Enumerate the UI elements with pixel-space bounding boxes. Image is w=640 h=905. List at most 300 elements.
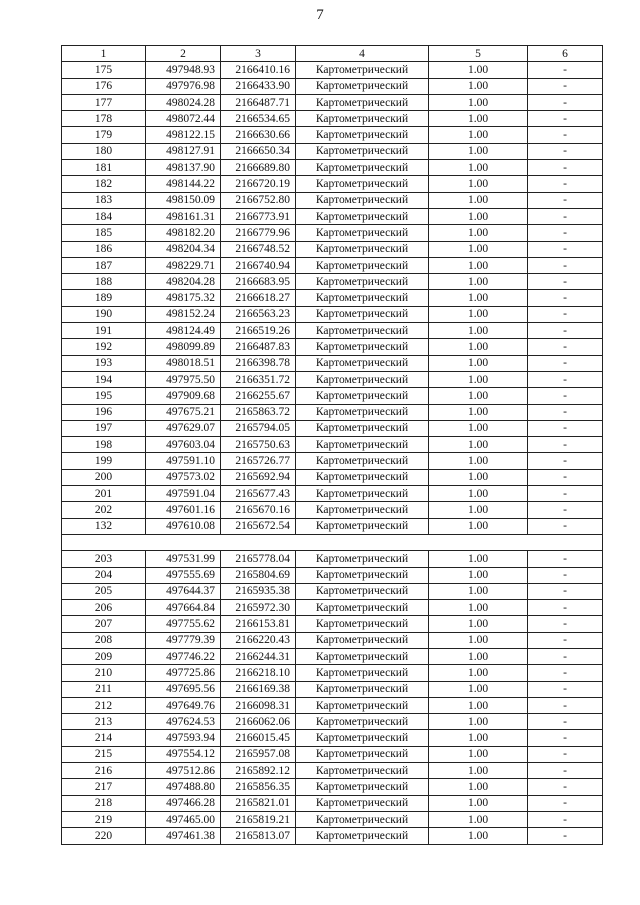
table-row	[62, 795, 603, 811]
table-cell: Картометрический	[296, 486, 429, 502]
table-cell: 1.00	[429, 746, 528, 762]
table-cell: -	[528, 371, 603, 387]
table-cell: Картометрический	[296, 208, 429, 224]
table-cell: 497573.02	[146, 469, 221, 485]
table-cell: -	[528, 583, 603, 599]
table-cell: -	[528, 127, 603, 143]
table-cell: Картометрический	[296, 795, 429, 811]
table-cell: 1.00	[429, 208, 528, 224]
table-row	[62, 502, 603, 518]
table-cell: -	[528, 306, 603, 322]
table-cell: 2166169.38	[221, 681, 296, 697]
table-cell: -	[528, 746, 603, 762]
table-cell: -	[528, 78, 603, 94]
table-cell: 2165935.38	[221, 583, 296, 599]
table-cell: 209	[62, 648, 146, 664]
table-cell: 216	[62, 763, 146, 779]
table-cell: 185	[62, 225, 146, 241]
table-cell: 1.00	[429, 502, 528, 518]
table-row	[62, 518, 603, 534]
table-cell: 176	[62, 78, 146, 94]
table-cell: 204	[62, 567, 146, 583]
table-cell: 2166519.26	[221, 323, 296, 339]
table-cell: 182	[62, 176, 146, 192]
table-cell: 2166534.65	[221, 111, 296, 127]
table-cell: 2166563.23	[221, 306, 296, 322]
table-cell: 1.00	[429, 160, 528, 176]
table-cell: Картометрический	[296, 111, 429, 127]
table-cell: Картометрический	[296, 551, 429, 567]
table-cell: 2166720.19	[221, 176, 296, 192]
table-cell: 497976.98	[146, 78, 221, 94]
table-row	[62, 257, 603, 273]
table-cell: -	[528, 600, 603, 616]
table-cell: 497591.10	[146, 453, 221, 469]
table-cell: 1.00	[429, 763, 528, 779]
table-cell: Картометрический	[296, 176, 429, 192]
table-cell: -	[528, 437, 603, 453]
table-row	[62, 371, 603, 387]
table-row	[62, 697, 603, 713]
table-cell: -	[528, 697, 603, 713]
table-cell: -	[528, 469, 603, 485]
table-cell: 2166410.16	[221, 62, 296, 78]
table-cell: Картометрический	[296, 502, 429, 518]
table-cell: 497755.62	[146, 616, 221, 632]
table-cell: Картометрический	[296, 241, 429, 257]
table-cell: 1.00	[429, 420, 528, 436]
table-row	[62, 111, 603, 127]
table-cell: 1.00	[429, 94, 528, 110]
table-row	[62, 779, 603, 795]
table-cell: 498229.71	[146, 257, 221, 273]
table-cell: 497512.86	[146, 763, 221, 779]
table-row	[62, 420, 603, 436]
table-cell: 186	[62, 241, 146, 257]
table-cell: 1.00	[429, 795, 528, 811]
table-cell: -	[528, 274, 603, 290]
table-cell: Картометрический	[296, 437, 429, 453]
table-cell: 498127.91	[146, 143, 221, 159]
table-cell: 2166618.27	[221, 290, 296, 306]
table-cell: Картометрический	[296, 779, 429, 795]
table-cell: 183	[62, 192, 146, 208]
table-cell: -	[528, 225, 603, 241]
table-cell: 497664.84	[146, 600, 221, 616]
table-cell: 1.00	[429, 241, 528, 257]
table-cell: 1.00	[429, 453, 528, 469]
table-cell: 2166098.31	[221, 697, 296, 713]
table-cell: 497603.04	[146, 437, 221, 453]
table-cell: 195	[62, 388, 146, 404]
table-cell: 1.00	[429, 192, 528, 208]
table-cell: Картометрический	[296, 714, 429, 730]
table-cell: 198	[62, 437, 146, 453]
table-cell: 1.00	[429, 828, 528, 844]
table-cell: 1.00	[429, 62, 528, 78]
table-row	[62, 241, 603, 257]
table-cell: 1.00	[429, 714, 528, 730]
table-cell: 2166748.52	[221, 241, 296, 257]
table-cell: 498161.31	[146, 208, 221, 224]
table-cell: Картометрический	[296, 648, 429, 664]
table-cell: Картометрический	[296, 583, 429, 599]
table-cell: -	[528, 404, 603, 420]
table-cell: Картометрический	[296, 274, 429, 290]
table-cell: 497610.08	[146, 518, 221, 534]
table-cell: 497461.38	[146, 828, 221, 844]
table-cell: 197	[62, 420, 146, 436]
table-cell: 179	[62, 127, 146, 143]
table-cell: 497466.28	[146, 795, 221, 811]
table-cell: 497644.37	[146, 583, 221, 599]
table-cell: 497675.21	[146, 404, 221, 420]
table-cell: 2166433.90	[221, 78, 296, 94]
table-row	[62, 94, 603, 110]
table-cell: -	[528, 208, 603, 224]
table-cell: Картометрический	[296, 371, 429, 387]
table-cell: 212	[62, 697, 146, 713]
table-cell: 132	[62, 518, 146, 534]
table-row	[62, 763, 603, 779]
table-cell: 1.00	[429, 127, 528, 143]
table-cell: Картометрический	[296, 143, 429, 159]
table-cell: 2166689.80	[221, 160, 296, 176]
table-row	[62, 811, 603, 827]
table-cell: 190	[62, 306, 146, 322]
table-cell: 203	[62, 551, 146, 567]
table-row	[62, 339, 603, 355]
table-cell: 192	[62, 339, 146, 355]
table-cell: -	[528, 160, 603, 176]
table-cell: 2166630.66	[221, 127, 296, 143]
table-cell: 498137.90	[146, 160, 221, 176]
table-cell: 498175.32	[146, 290, 221, 306]
table-cell: 2165892.12	[221, 763, 296, 779]
table-cell: Картометрический	[296, 306, 429, 322]
table-cell: 2165957.08	[221, 746, 296, 762]
table-cell: 2165677.43	[221, 486, 296, 502]
table-cell: 497601.16	[146, 502, 221, 518]
table-cell: 2166487.71	[221, 94, 296, 110]
table-row	[62, 290, 603, 306]
table-row	[62, 62, 603, 78]
table-cell: 218	[62, 795, 146, 811]
table-cell: 187	[62, 257, 146, 273]
table-row	[62, 176, 603, 192]
table-cell: Картометрический	[296, 632, 429, 648]
table-cell: 1.00	[429, 111, 528, 127]
table-cell: 1.00	[429, 697, 528, 713]
table-cell: 498024.28	[146, 94, 221, 110]
table-cell: 497488.80	[146, 779, 221, 795]
table-cell: -	[528, 811, 603, 827]
table-cell: 1.00	[429, 339, 528, 355]
table-cell: 1.00	[429, 290, 528, 306]
table-cell: 497746.22	[146, 648, 221, 664]
table-cell: 2165672.54	[221, 518, 296, 534]
table-cell: 220	[62, 828, 146, 844]
table-cell: Картометрический	[296, 616, 429, 632]
table-cell: 202	[62, 502, 146, 518]
table-row	[62, 404, 603, 420]
table-cell: -	[528, 241, 603, 257]
table-cell: 498204.28	[146, 274, 221, 290]
table-cell: 193	[62, 355, 146, 371]
table-cell: 498152.24	[146, 306, 221, 322]
table-cell: 498204.34	[146, 241, 221, 257]
table-cell: 1.00	[429, 404, 528, 420]
table-cell: -	[528, 94, 603, 110]
table-cell: 2166015.45	[221, 730, 296, 746]
table-cell: -	[528, 632, 603, 648]
table-cell: Картометрический	[296, 681, 429, 697]
table-cell: 2166062.06	[221, 714, 296, 730]
table-cell: -	[528, 453, 603, 469]
table-cell: 498150.09	[146, 192, 221, 208]
table-row	[62, 714, 603, 730]
table-cell: 497629.07	[146, 420, 221, 436]
table-cell: Картометрический	[296, 518, 429, 534]
table-cell: 200	[62, 469, 146, 485]
table-cell: Картометрический	[296, 225, 429, 241]
table-row	[62, 583, 603, 599]
table-cell: 1.00	[429, 665, 528, 681]
table-cell: 497725.86	[146, 665, 221, 681]
table-cell: 1.00	[429, 551, 528, 567]
table-cell: 2165794.05	[221, 420, 296, 436]
table-cell: -	[528, 388, 603, 404]
table-row	[62, 665, 603, 681]
table-cell: Картометрический	[296, 746, 429, 762]
table-cell: 1.00	[429, 681, 528, 697]
table-cell: 1.00	[429, 632, 528, 648]
column-header: 6	[528, 46, 603, 62]
table-cell: 180	[62, 143, 146, 159]
table-cell: 2166244.31	[221, 648, 296, 664]
table-cell: 497649.76	[146, 697, 221, 713]
table-cell: 199	[62, 453, 146, 469]
table-cell: 2165813.07	[221, 828, 296, 844]
table-cell: 497948.93	[146, 62, 221, 78]
table-cell: 1.00	[429, 225, 528, 241]
table-cell: -	[528, 486, 603, 502]
table-cell: 2166220.43	[221, 632, 296, 648]
table-cell: 1.00	[429, 437, 528, 453]
table-cell: 1.00	[429, 388, 528, 404]
table-cell: 2165670.16	[221, 502, 296, 518]
table-row	[62, 127, 603, 143]
table-cell: Картометрический	[296, 811, 429, 827]
table-cell: Картометрический	[296, 127, 429, 143]
table-cell: 184	[62, 208, 146, 224]
table-cell: 2166398.78	[221, 355, 296, 371]
table-row	[62, 143, 603, 159]
table-cell: -	[528, 681, 603, 697]
table-cell: 498122.15	[146, 127, 221, 143]
table-cell: 2165972.30	[221, 600, 296, 616]
table-cell: 175	[62, 62, 146, 78]
table-row	[62, 323, 603, 339]
table-cell: 1.00	[429, 371, 528, 387]
table-cell: 205	[62, 583, 146, 599]
table-cell: 178	[62, 111, 146, 127]
table-cell: 1.00	[429, 486, 528, 502]
table-row	[62, 388, 603, 404]
table-cell: 189	[62, 290, 146, 306]
table-cell: Картометрический	[296, 420, 429, 436]
table-cell: 196	[62, 404, 146, 420]
table-row	[62, 616, 603, 632]
table-cell: 2166153.81	[221, 616, 296, 632]
table-row	[62, 160, 603, 176]
table-cell: -	[528, 828, 603, 844]
table-row	[62, 192, 603, 208]
table-cell: -	[528, 323, 603, 339]
table-cell: 2166255.67	[221, 388, 296, 404]
table-cell: 497909.68	[146, 388, 221, 404]
table-cell: Картометрический	[296, 697, 429, 713]
table-cell: 498072.44	[146, 111, 221, 127]
table-cell: 1.00	[429, 257, 528, 273]
table-cell: 1.00	[429, 616, 528, 632]
coordinates-table	[61, 45, 603, 845]
separator-cell	[62, 534, 603, 550]
table-cell: 177	[62, 94, 146, 110]
table-cell: -	[528, 567, 603, 583]
table-cell: 217	[62, 779, 146, 795]
table-row	[62, 632, 603, 648]
table-body	[62, 62, 603, 844]
table-cell: Картометрический	[296, 62, 429, 78]
table-row	[62, 746, 603, 762]
table-cell: Картометрический	[296, 567, 429, 583]
table-cell: -	[528, 665, 603, 681]
table-row	[62, 681, 603, 697]
table-cell: 1.00	[429, 78, 528, 94]
table-cell: 498182.20	[146, 225, 221, 241]
table-cell: -	[528, 420, 603, 436]
table-cell: 2166218.10	[221, 665, 296, 681]
table-cell: -	[528, 779, 603, 795]
table-cell: Картометрический	[296, 600, 429, 616]
table-cell: 497555.69	[146, 567, 221, 583]
table-cell: -	[528, 257, 603, 273]
table-cell: 214	[62, 730, 146, 746]
table-cell: -	[528, 795, 603, 811]
table-cell: -	[528, 648, 603, 664]
separator-row	[62, 534, 603, 550]
table-cell: 497975.50	[146, 371, 221, 387]
table-cell: -	[528, 551, 603, 567]
column-header: 3	[221, 46, 296, 62]
table-cell: 208	[62, 632, 146, 648]
page-number: 7	[316, 7, 324, 23]
table-cell: Картометрический	[296, 94, 429, 110]
table-row	[62, 551, 603, 567]
table-cell: 2165804.69	[221, 567, 296, 583]
table-row	[62, 828, 603, 844]
table-cell: 1.00	[429, 518, 528, 534]
table-cell: Картометрический	[296, 323, 429, 339]
table-row	[62, 567, 603, 583]
table-cell: 2165692.94	[221, 469, 296, 485]
table-cell: Картометрический	[296, 828, 429, 844]
table-cell: Картометрический	[296, 355, 429, 371]
table-cell: 498018.51	[146, 355, 221, 371]
table-cell: 1.00	[429, 469, 528, 485]
table-cell: 194	[62, 371, 146, 387]
table-cell: -	[528, 763, 603, 779]
table-row	[62, 469, 603, 485]
table-cell: 497531.99	[146, 551, 221, 567]
table-row	[62, 730, 603, 746]
column-header: 5	[429, 46, 528, 62]
table-cell: 2166683.95	[221, 274, 296, 290]
table-cell: Картометрический	[296, 730, 429, 746]
table-row	[62, 225, 603, 241]
table-cell: -	[528, 192, 603, 208]
table-cell: 1.00	[429, 648, 528, 664]
table-cell: 497591.04	[146, 486, 221, 502]
table-cell: 2166487.83	[221, 339, 296, 355]
table-cell: -	[528, 518, 603, 534]
table-cell: Картометрический	[296, 665, 429, 681]
table-cell: 1.00	[429, 730, 528, 746]
table-cell: -	[528, 730, 603, 746]
table-cell: 207	[62, 616, 146, 632]
column-header: 1	[62, 46, 146, 62]
table-cell: 1.00	[429, 355, 528, 371]
table-cell: 2165778.04	[221, 551, 296, 567]
table-cell: 1.00	[429, 811, 528, 827]
table-cell: 497695.56	[146, 681, 221, 697]
table-cell: Картометрический	[296, 388, 429, 404]
table-cell: Картометрический	[296, 290, 429, 306]
table-cell: 497554.12	[146, 746, 221, 762]
table-cell: 1.00	[429, 567, 528, 583]
table-cell: Картометрический	[296, 257, 429, 273]
table-cell: 498099.89	[146, 339, 221, 355]
table-cell: 1.00	[429, 143, 528, 159]
table-cell: -	[528, 143, 603, 159]
table-cell: -	[528, 355, 603, 371]
table-cell: -	[528, 111, 603, 127]
table-row	[62, 453, 603, 469]
table-cell: 211	[62, 681, 146, 697]
table-cell: 215	[62, 746, 146, 762]
table-cell: Картометрический	[296, 339, 429, 355]
table-cell: 2166779.96	[221, 225, 296, 241]
table-cell: 181	[62, 160, 146, 176]
header-row	[62, 46, 603, 62]
table-cell: 206	[62, 600, 146, 616]
table-row	[62, 274, 603, 290]
table-cell: Картометрический	[296, 160, 429, 176]
table-cell: 2166740.94	[221, 257, 296, 273]
table-cell: 2165863.72	[221, 404, 296, 420]
column-header: 2	[146, 46, 221, 62]
table-row	[62, 306, 603, 322]
table-cell: Картометрический	[296, 453, 429, 469]
column-header: 4	[296, 46, 429, 62]
table-cell: 2166773.91	[221, 208, 296, 224]
table-cell: 2166752.80	[221, 192, 296, 208]
table-cell: 498144.22	[146, 176, 221, 192]
table-cell: 497779.39	[146, 632, 221, 648]
table-cell: -	[528, 502, 603, 518]
table-cell: 497465.00	[146, 811, 221, 827]
